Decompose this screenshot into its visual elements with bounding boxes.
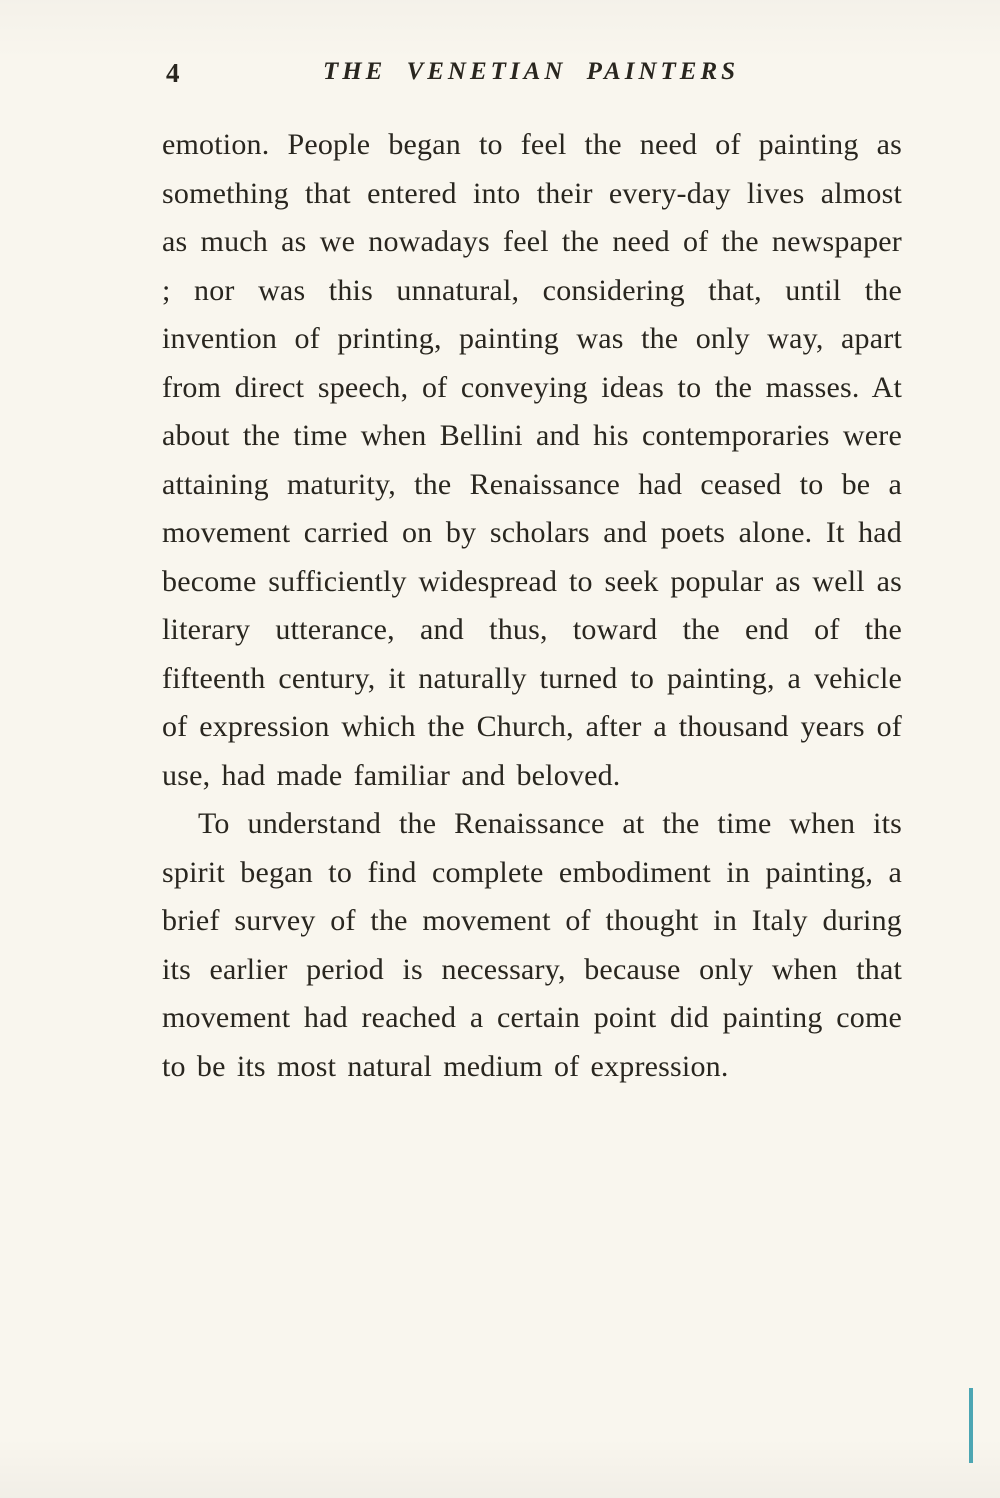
page-edge-mark [969,1388,973,1463]
paragraph: emotion. People began to feel the need of painting as something that entered into their every-day lives almost as much as we nowadays feel the need of the newspaper ; nor was this unnatural, considering that, until the invention of printing, painting was the only way, apart from direct speech, of conveying ideas to the masses. At about the time when Bellini and his contemporaries were attaining maturity, the Renaissance had ceased to be a movement carried on by scholars and poets alone. It had become sufficiently widespread to seek popular as well as literary utterance, and thus, toward the end of the fifteenth century, it naturally turned to painting, a vehicle of expression which the Church, after a thousand years of use, had made familiar and beloved. [162,128,902,792]
page-body [162,121,902,1091]
page-number: 4 [166,58,181,88]
running-head [162,56,900,92]
paragraph: To understand the Renaissance at the time when its spirit began to find complete embodiment in painting, a brief survey of the movement of thought in Italy during its earlier period is necessary, because only when that movement had reached a certain point did painting come to be its most natural medium of expression. [162,807,902,1083]
running-header-title: THE VENETIAN PAINTERS [322,58,740,85]
